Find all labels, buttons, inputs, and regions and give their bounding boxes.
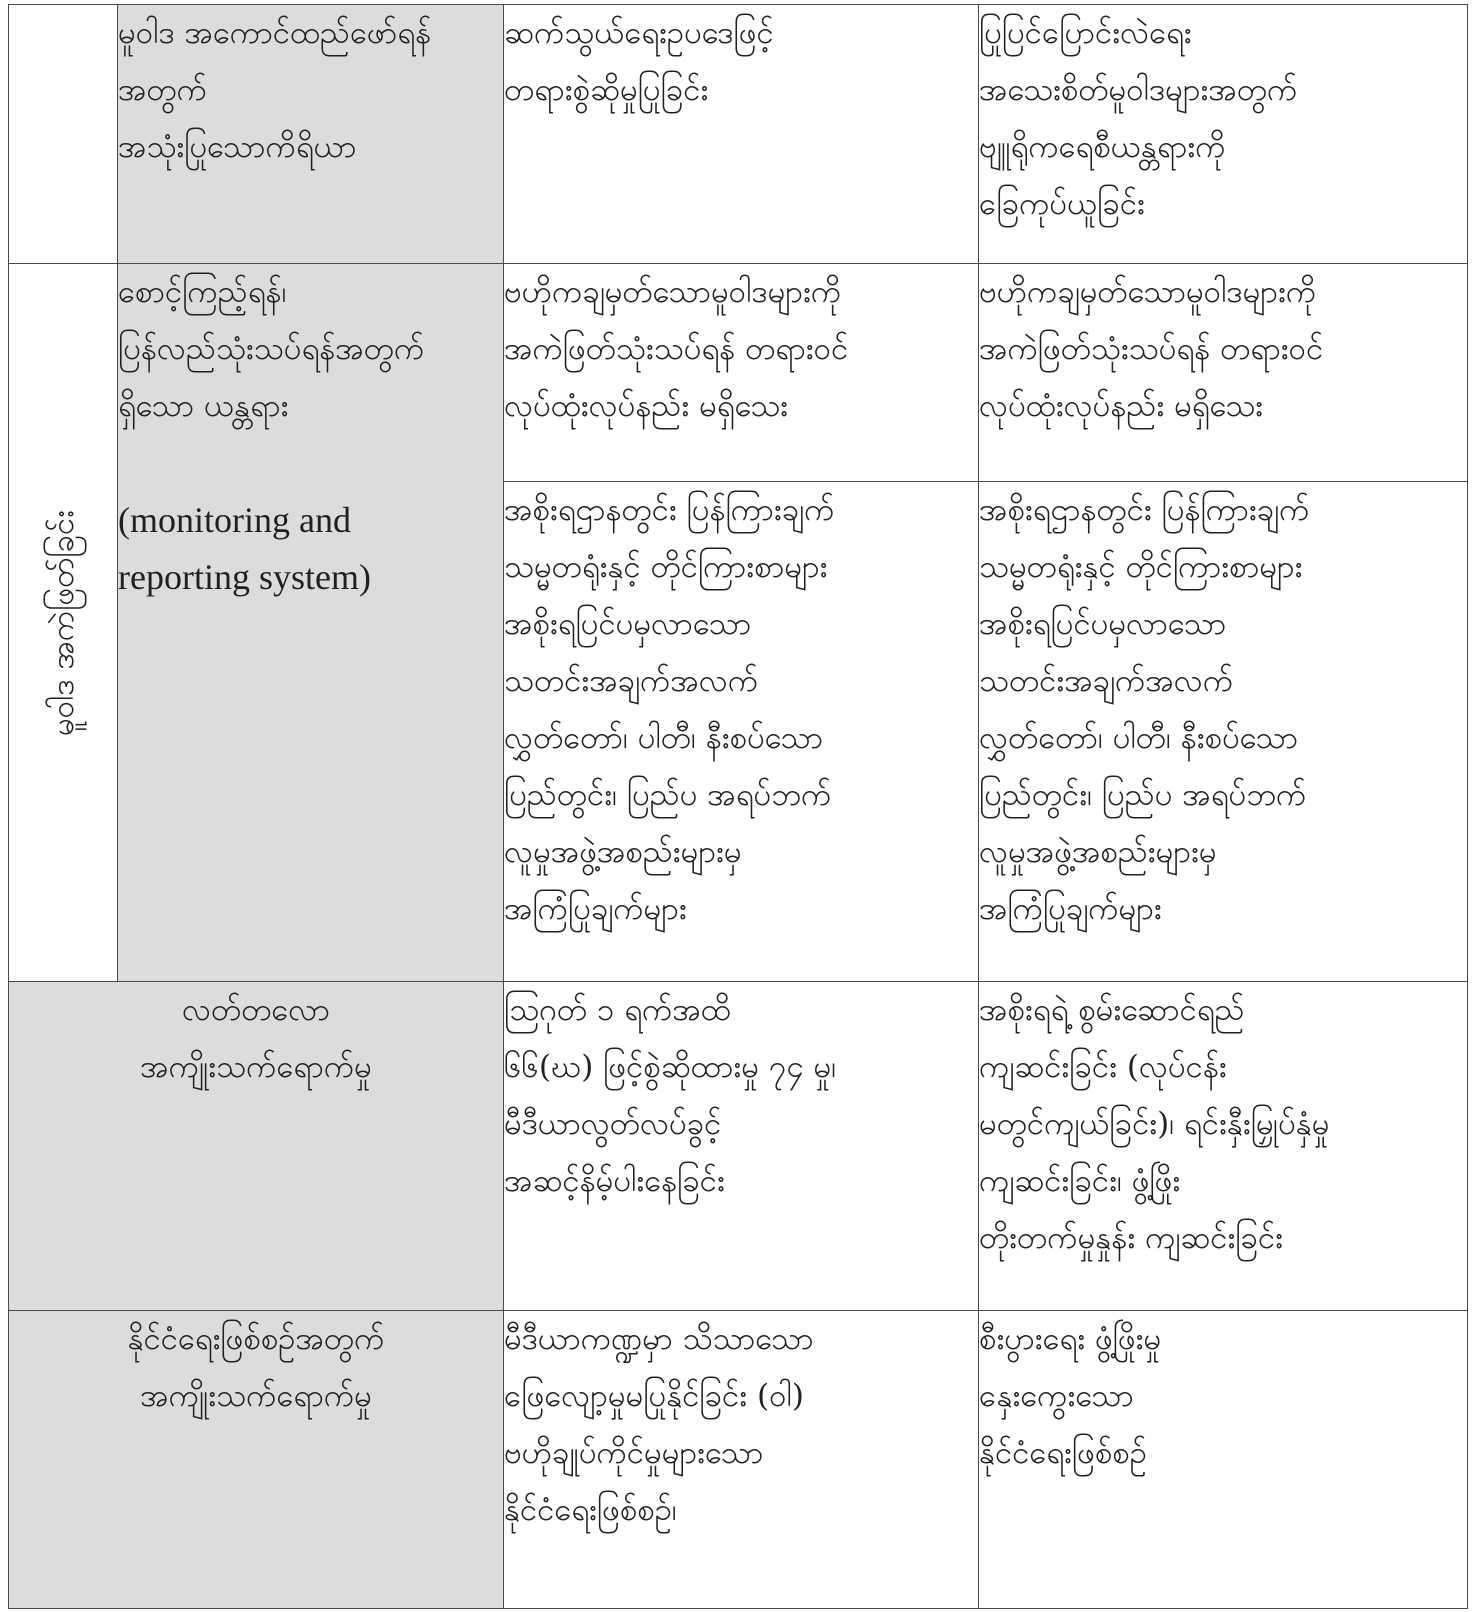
row2-category-spacer — [118, 435, 503, 492]
row5-col3-line: ဖြေလျော့မှုမပြုနိုင်ခြင်း (ဝါ) — [504, 1378, 804, 1414]
row5-col4-line: နိုင်ငံရေးဖြစ်စဉ် — [979, 1435, 1147, 1471]
row3-col4-line: ပြည်တွင်း၊ ပြည်ပ အရပ်ဘက် — [979, 777, 1307, 813]
row1-col4-line: ပြုပြင်ပြောင်းလဲရေး — [979, 15, 1192, 51]
row3-col3-line: သမ္မတရုံးနှင့် တိုင်ကြားစာများ — [504, 549, 828, 585]
row4-col3-line: ၆၆(ဃ) ဖြင့်စွဲဆိုထားမှု ၇၄ မှု၊ — [504, 1049, 837, 1085]
row3-col3-line: သတင်းအချက်အလက် — [504, 663, 759, 699]
row1-col3-line: ဆက်သွယ်ရေးဥပဒေဖြင့် — [504, 15, 774, 51]
row1-col4-line: အသေးစိတ်မူဝါဒများအတွက် — [979, 72, 1298, 108]
row5-category-line: အကျိုးသက်ရောက်မှု — [140, 1378, 372, 1414]
row3-col4-line: သတင်းအချက်အလက် — [979, 663, 1234, 699]
row1-col4-cell — [979, 5, 1468, 264]
row4-col4-line: မတွင်ကျယ်ခြင်း)၊ ရင်းနှီးမြှုပ်နှံမှု — [979, 1106, 1330, 1142]
row2-category-line: ရှိသော ယန္တရား — [118, 388, 289, 424]
row3-col3-line: အစိုးရပြင်ပမှလာသော — [504, 606, 752, 642]
row-policy-tool — [9, 5, 1468, 264]
row1-category-line: အတွက် — [118, 72, 207, 108]
row-political-impact — [9, 1311, 1468, 1609]
row2-col3-line: အကဲဖြတ်သုံးသပ်ရန် တရားဝင် — [504, 331, 849, 367]
row5-col4-line: စီးပွားရေး ဖွံ့ဖြိုးမှု — [979, 1321, 1162, 1357]
section-label-cell — [9, 264, 118, 982]
row3-col4-line: လွှတ်တော်၊ ပါတီ၊ နီးစပ်သော — [979, 720, 1299, 756]
row2-category-line: စောင့်ကြည့်ရန်၊ — [118, 274, 287, 310]
row3-col4-line: အစိုးရဌာနတွင်း ပြန်ကြားချက် — [979, 492, 1310, 528]
row3-col3-line: လူမှုအဖွဲ့အစည်းများမှ — [504, 834, 742, 870]
row-immediate-impact — [9, 982, 1468, 1311]
row3-col4-line: လူမှုအဖွဲ့အစည်းများမှ — [979, 834, 1217, 870]
row5-col3-line: မီဒီယာကဏ္ဍမှာ သိသာသော — [504, 1321, 814, 1357]
row4-col3-line: ဩဂုတ် ၁ ရက်အထိ — [504, 992, 731, 1028]
row1-category-line: အသုံးပြုသောကိရိယာ — [118, 129, 357, 165]
row4-category-line: အကျိုးသက်ရောက်မှု — [140, 1049, 372, 1085]
row3-col4-line: အစိုးရပြင်ပမှလာသော — [979, 606, 1227, 642]
row5-col3-line: နိုင်ငံရေးဖြစ်စဉ်၊ — [504, 1492, 677, 1528]
row3-col3-line: လွှတ်တော်၊ ပါတီ၊ နီးစပ်သော — [504, 720, 824, 756]
row4-col4-line: ကျဆင်းခြင်း၊ ဖွံ့ဖြိုး — [979, 1163, 1181, 1199]
row1-col3-cell — [504, 5, 979, 264]
row4-col3-line: မီဒီယာလွတ်လပ်ခွင့် — [504, 1106, 722, 1142]
row2-col4-line: အကဲဖြတ်သုံးသပ်ရန် တရားဝင် — [979, 331, 1324, 367]
row3-col4-line: အကြံပြုချက်များ — [979, 891, 1162, 927]
row4-category-line: လတ်တလော — [181, 992, 331, 1028]
row5-category-line: နိုင်ငံရေးဖြစ်စဉ်အတွက် — [127, 1321, 385, 1357]
row2-col3-line: လုပ်ထုံးလုပ်နည်း မရှိသေး — [504, 388, 789, 424]
row3-col4-line: သမ္မတရုံးနှင့် တိုင်ကြားစာများ — [979, 549, 1303, 585]
row5-category-cell — [9, 1311, 504, 1609]
row-monitoring — [9, 264, 1468, 482]
row4-col4-line: ကျဆင်းခြင်း (လုပ်ငန်း — [979, 1049, 1227, 1085]
row4-col4-line: တိုးတက်မှုနှုန်း ကျဆင်းခြင်း — [979, 1220, 1284, 1256]
row1-col4-line: ခြေကုပ်ယူခြင်း — [979, 186, 1145, 222]
row1-category-line: မူဝါဒ အကောင်ထည်ဖော်ရန် — [118, 15, 432, 51]
row4-col4-line: အစိုးရရဲ့ စွမ်းဆောင်ရည် — [979, 992, 1245, 1028]
row5-col3-cell — [504, 1311, 979, 1609]
row2-col3-line: ဗဟိုကချမှတ်သောမူဝါဒများကို — [504, 274, 842, 310]
row1-label-empty-cell — [9, 5, 118, 264]
row2-col3-cell — [504, 264, 979, 482]
row2-category-english-line: reporting system) — [118, 557, 371, 597]
row2-col4-cell — [979, 264, 1468, 482]
row2-col4-line: လုပ်ထုံးလုပ်နည်း မရှိသေး — [979, 388, 1264, 424]
row3-col3-cell — [504, 482, 979, 982]
row1-col3-line: တရားစွဲဆိုမှုပြုခြင်း — [504, 72, 709, 108]
row1-col4-line: ဗျူရိုကရေစီယန္တရားကို — [979, 129, 1226, 165]
row2-category-line: ပြန်လည်သုံးသပ်ရန်အတွက် — [118, 331, 425, 367]
row2-col4-line: ဗဟိုကချမှတ်သောမူဝါဒများကို — [979, 274, 1317, 310]
row1-category-cell — [118, 5, 504, 264]
row2-category-cell — [118, 264, 504, 982]
row4-col4-cell — [979, 982, 1468, 1311]
row4-category-cell — [9, 982, 504, 1311]
row3-col3-line: အကြံပြုချက်များ — [504, 891, 687, 927]
row3-col3-line: ပြည်တွင်း၊ ပြည်ပ အရပ်ဘက် — [504, 777, 832, 813]
row2-category-english-line: (monitoring and — [118, 500, 351, 540]
row5-col4-cell — [979, 1311, 1468, 1609]
row4-col3-cell — [504, 982, 979, 1311]
section-label-vertical: မူဝါဒ အကဲဖြတ်ခြင်း — [45, 509, 81, 736]
row3-col3-line: အစိုးရဌာနတွင်း ပြန်ကြားချက် — [504, 492, 835, 528]
policy-table — [8, 4, 1468, 1609]
row4-col3-line: အဆင့်နိမ့်ပါးနေခြင်း — [504, 1163, 725, 1199]
row5-col3-line: ဗဟိုချုပ်ကိုင်မှုများသော — [504, 1435, 764, 1471]
row3-col4-cell — [979, 482, 1468, 982]
row5-col4-line: နှေးကွေးသော — [979, 1378, 1134, 1414]
